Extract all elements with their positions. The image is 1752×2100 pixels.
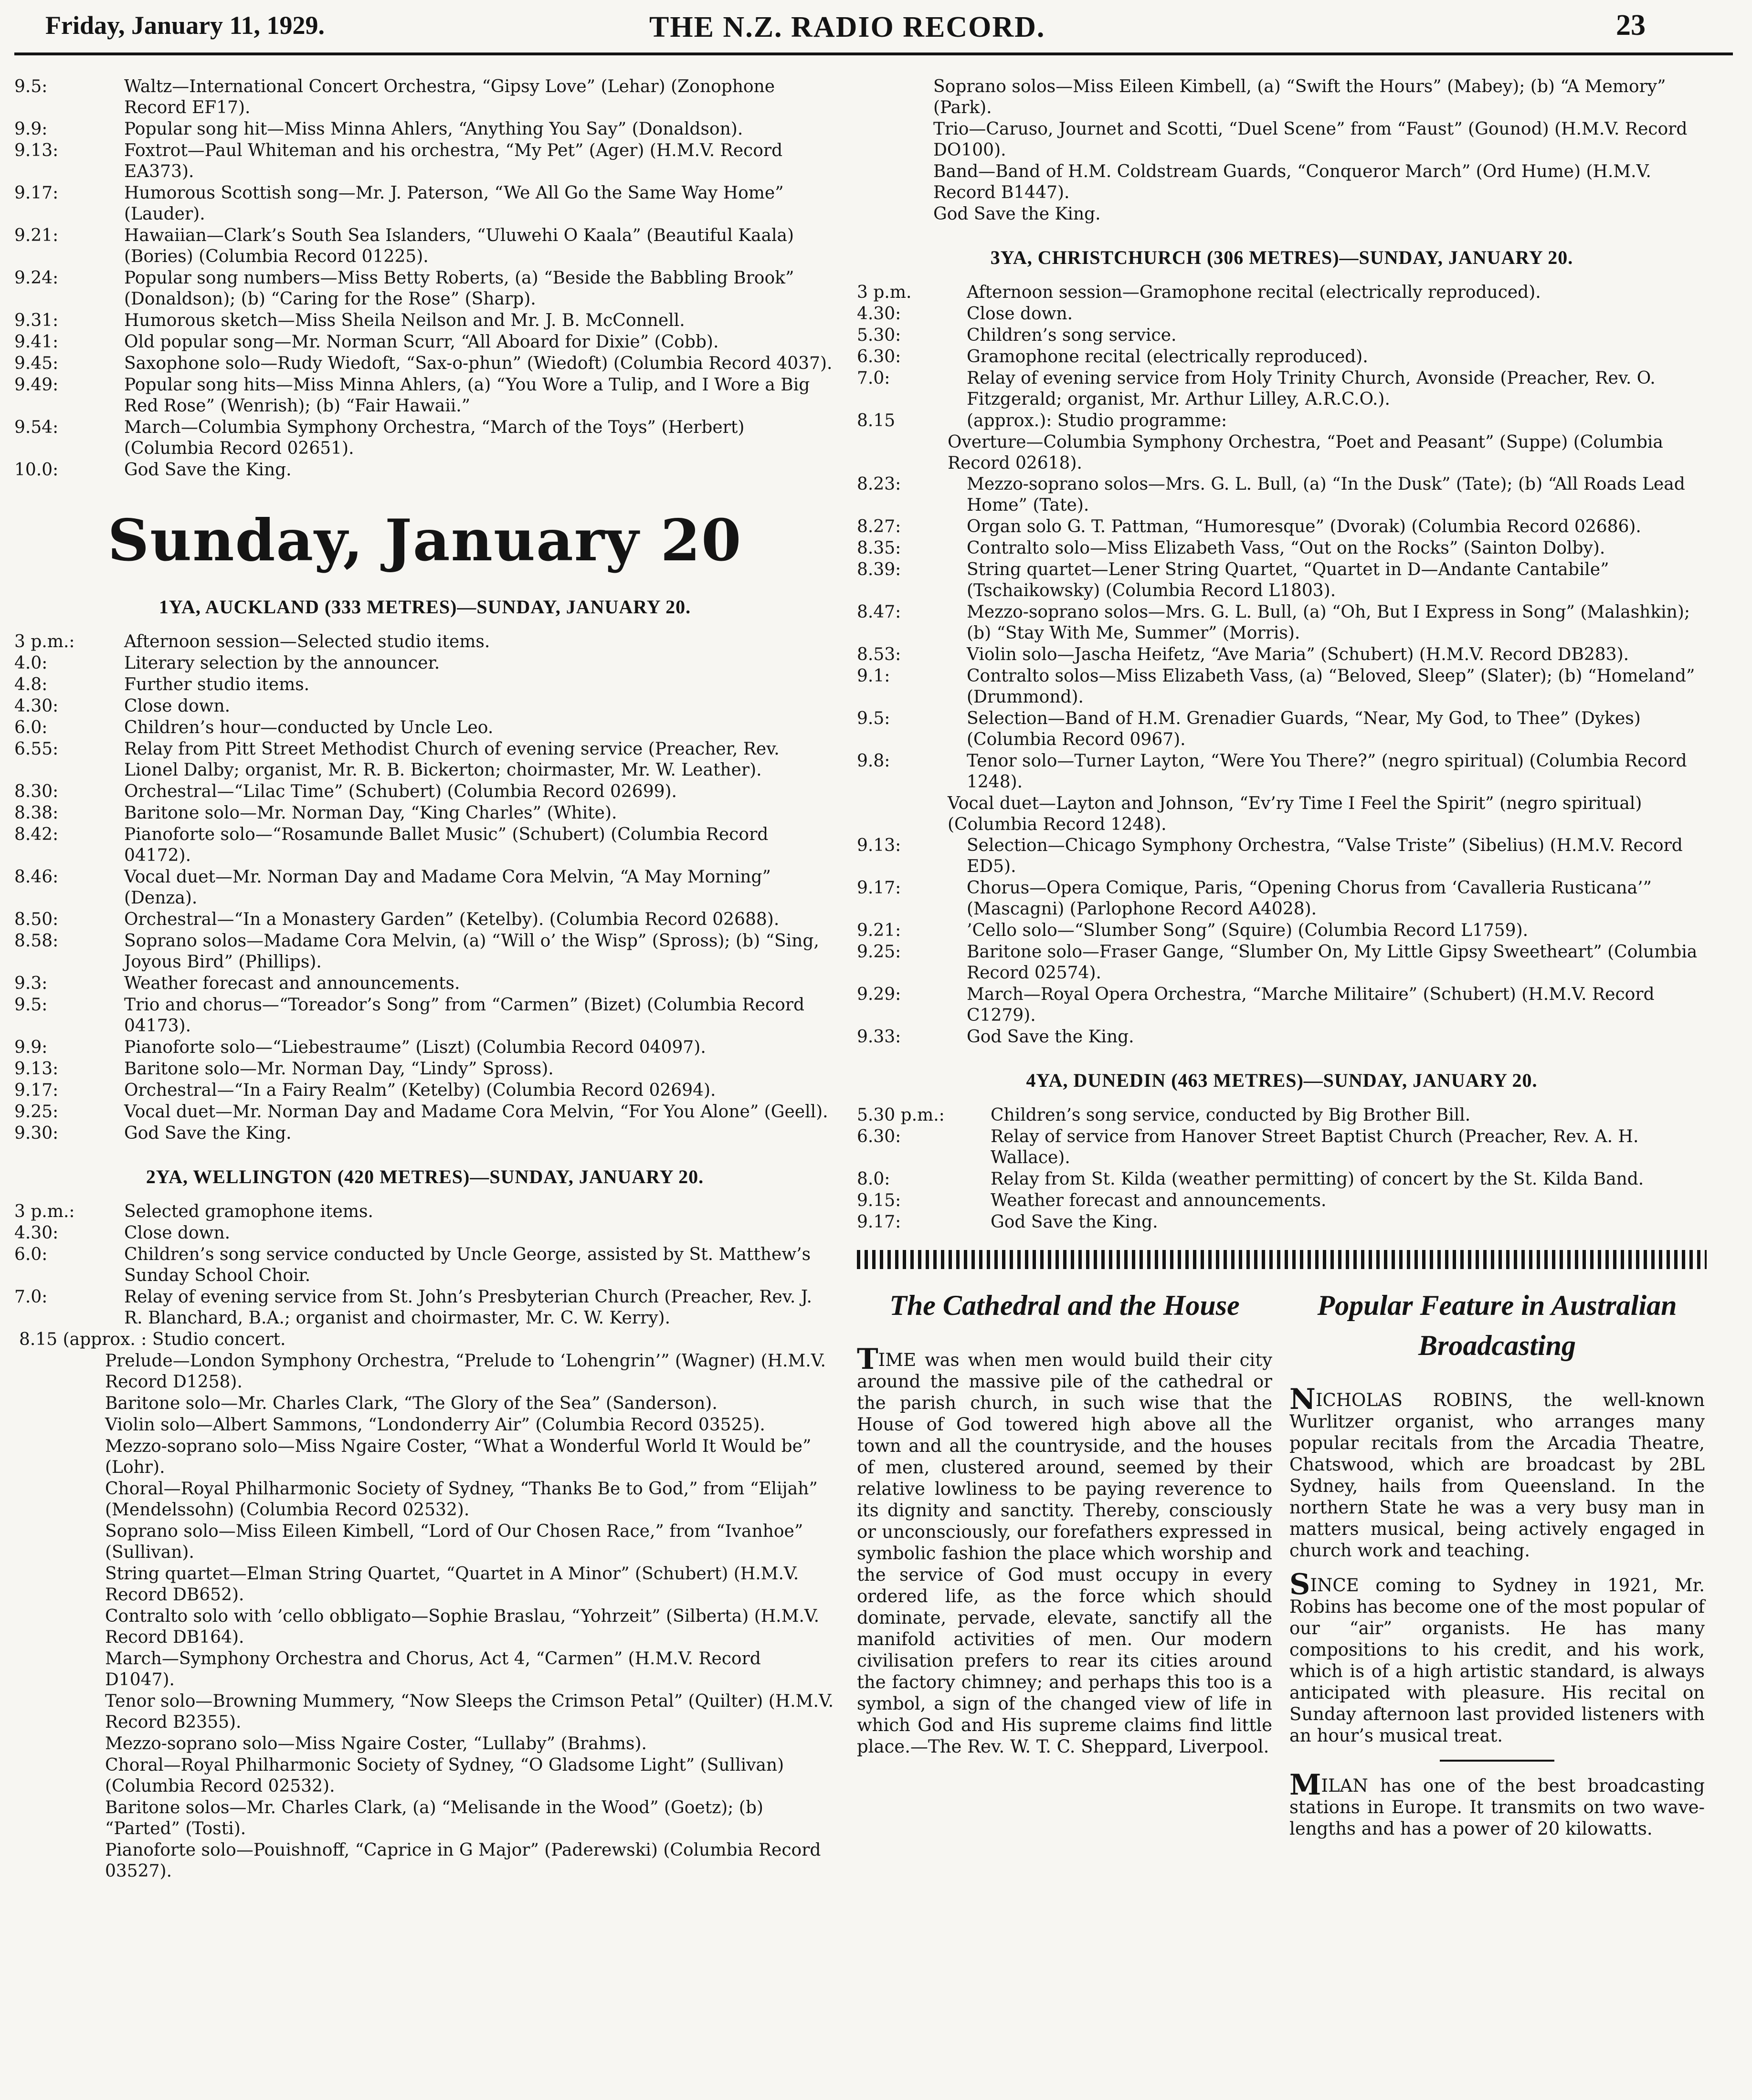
entry-text: Close down. <box>124 1223 231 1243</box>
article-paragraph: INCE coming to Sydney in 1921, Mr. Robins has become one of the most popular of our “air” organists. He has many compositions to his credit, and his work, which is of a high artistic standard, is always anticipated with pleasure. His recital on Sunday afternoon last provided listeners with an hour’s musical treat. <box>1289 1575 1705 1746</box>
entry-text: Relay from Pitt Street Methodist Church of evening service (Preacher, Rev. Lionel Dalby; organist, Mr. R. B. Bickerton; choirmaster, Mr. W. Leather). <box>124 739 780 780</box>
entry-time: 4.0: <box>14 653 48 673</box>
entry-time: 6.55: <box>14 739 59 759</box>
entry-time: 8.46: <box>14 867 59 887</box>
programme-item: String quartet—Elman String Quartet, “Quartet in A Minor” (Schubert) (H.M.V. Record DB652). <box>105 1564 799 1605</box>
programme-entry <box>857 984 1707 1026</box>
entry-time: 4.8: <box>14 675 48 694</box>
entry-text: Close down. <box>967 304 1073 324</box>
entry-time: 9.17: <box>14 1081 59 1100</box>
programme-entry <box>14 1201 835 1222</box>
programme-entry <box>14 781 835 802</box>
entry-text: Contralto solo—Miss Elizabeth Vass, “Out on the Rocks” (Sainton Dolby). <box>967 538 1605 558</box>
entry-text: Orchestral—“In a Fairy Realm” (Ketelby) (Columbia Record 02694). <box>124 1081 716 1100</box>
entry-text: Mezzo-soprano solos—Mrs. G. L. Bull, (a) “Oh, But I Express in Song” (Malashkin); (b) “Stay With Me, Summer” (Morris). <box>967 602 1690 643</box>
drop-cap: T <box>857 1343 878 1376</box>
article-popular-feature <box>1289 1285 1705 1853</box>
christchurch-programme-3 <box>857 835 1707 1048</box>
programme-item: Mezzo-soprano solo—Miss Ngaire Coster, “Lullaby” (Brahms). <box>105 1734 647 1754</box>
entry-text: Humorous Scottish song—Mr. J. Paterson, “We All Go the Same Way Home” (Lauder). <box>124 183 784 224</box>
entry-text: Children’s song service conducted by Uncle George, assisted by St. Matthew’s Sunday School Choir. <box>124 1245 811 1285</box>
entry-text: Trio and chorus—“Toreador’s Song” from “Carmen” (Bizet) (Columbia Record 04173). <box>124 995 805 1036</box>
auckland-heading: 1YA, AUCKLAND (333 METRES)—SUNDAY, JANUARY 20. <box>158 596 691 618</box>
wellington-programme <box>14 1201 835 1329</box>
article-text: IME was when men would build their city around the massive pile of the cathedral or the parish church, in such wise that the House of God towered high above all the town and all the countryside, and the houses of men, clustered around, seemed by their relative lowliness to be paying reverence to its dignity and sanctity. Thereby, consciously or unconsciously, our forefathers expressed in symbolic fashion the place which worship and the service of God must occupy in every ordered life, as the force which should dominate, pervade, elevate, sanctify all the manifold activities of men. Our modern civilisation prefers to rear its cities around the factory chimney; and perhaps this too is a symbol, a sign of the changed view of life in which God and His supreme claims find little place.—The Rev. W. T. C. Sheppard, Liverpool. <box>857 1350 1272 1757</box>
masthead-title: THE N.Z. RADIO RECORD. <box>649 11 1045 43</box>
programme-item: God Save the King. <box>933 204 1101 224</box>
christchurch-vocal-duet: Vocal duet—Layton and Johnson, “Ev’ry Time I Feel the Spirit” (negro spiritual) (Columbia Record 1248). <box>948 794 1642 834</box>
programme-item: Baritone solo—Mr. Charles Clark, “The Glory of the Sea” (Sanderson). <box>105 1394 718 1413</box>
wellington-continuation <box>857 76 1707 225</box>
entry-time: 4.30: <box>857 304 901 324</box>
programme-item: Soprano solos—Miss Eileen Kimbell, (a) “Swift the Hours” (Mabey); (b) “A Memory” (Park). <box>933 77 1666 117</box>
christchurch-overture: Overture—Columbia Symphony Orchestra, “Poet and Peasant” (Suppe) (Columbia Record 02618). <box>948 432 1663 473</box>
programme-entry <box>14 1080 835 1101</box>
programme-entry <box>14 973 835 994</box>
entry-text: God Save the King. <box>124 1124 292 1143</box>
entry-text: Tenor solo—Turner Layton, “Were You There?” (negro spiritual) (Columbia Record 1248). <box>967 751 1687 792</box>
programme-entry <box>14 417 835 459</box>
entry-time: 8.50: <box>14 910 59 929</box>
programme-entry <box>857 1190 1707 1211</box>
entry-time: 9.5: <box>14 77 48 96</box>
entry-time: 7.0: <box>14 1287 48 1307</box>
entry-time: 3 p.m. <box>857 283 912 302</box>
programme-entry <box>14 1223 835 1244</box>
entry-text: Selected gramophone items. <box>124 1202 373 1221</box>
entry-time: 9.54: <box>14 418 59 437</box>
entry-text: Baritone solo—Mr. Norman Day, “Lindy” Spross). <box>124 1059 554 1079</box>
entry-time: 9.15: <box>857 1191 901 1210</box>
entry-text: God Save the King. <box>991 1212 1158 1232</box>
programme-entry <box>14 1244 835 1286</box>
entry-time: 9.29: <box>857 985 901 1004</box>
entry-text: Literary selection by the announcer. <box>124 653 440 673</box>
programme-item: Violin solo—Albert Sammons, “Londonderry Air” (Columbia Record 03525). <box>105 1415 765 1435</box>
programme-entry <box>14 631 835 652</box>
entry-time: 9.17: <box>857 878 901 898</box>
entry-time: 6.0: <box>14 718 48 737</box>
entry-time: 9.49: <box>14 375 59 395</box>
entry-text: Chorus—Opera Comique, Paris, “Opening Chorus from ‘Cavalleria Rusticana’” (Mascagni) (Parlophone Record A4028). <box>967 878 1652 919</box>
programme-entry <box>14 375 835 417</box>
article-paragraph: ICHOLAS ROBINS, the well-known Wurlitzer organist, who arranges many popular recitals from the Arcadia Theatre, Chatswood, which are broadcast by 2BL Sydney, hails from Queensland. In the northern State he was a very busy man in matters musical, being actively engaged in church work and teaching. <box>1289 1390 1705 1561</box>
programme-entry <box>14 460 835 481</box>
programme-entry <box>14 1059 835 1080</box>
entry-text: Close down. <box>124 696 231 716</box>
auckland-programme <box>14 631 835 1144</box>
entry-text: Children’s song service. <box>967 326 1177 345</box>
programme-entry <box>14 824 835 866</box>
entry-text: Weather forecast and announcements. <box>991 1191 1327 1210</box>
entry-time: 9.31: <box>14 311 59 330</box>
entry-time: 8.38: <box>14 803 59 823</box>
page-number: 23 <box>1616 9 1646 42</box>
entry-text: ’Cello solo—“Slumber Song” (Squire) (Columbia Record L1759). <box>967 921 1529 940</box>
entry-time: 10.0: <box>14 460 59 480</box>
programme-entry <box>14 332 835 353</box>
entry-time: 6.0: <box>14 1245 48 1264</box>
entry-time: 9.25: <box>857 942 901 962</box>
dunedin-programme <box>857 1105 1707 1233</box>
entry-text: Popular song hit—Miss Minna Ahlers, “Anything You Say” (Donaldson). <box>124 119 743 139</box>
entry-time: 8.39: <box>857 560 901 579</box>
entry-text: March—Columbia Symphony Orchestra, “March of the Toys” (Herbert) (Columbia Record 02651). <box>124 418 745 458</box>
entry-text: Relay of service from Hanover Street Baptist Church (Preacher, Rev. A. H. Wallace). <box>991 1127 1639 1167</box>
programme-entry <box>14 674 835 695</box>
entry-text: Afternoon session—Selected studio items. <box>124 632 490 651</box>
programme-entry <box>857 474 1707 516</box>
decorative-tick-rule <box>857 1250 1707 1269</box>
programme-entry <box>14 867 835 909</box>
wellington-concert-list <box>14 1351 835 1882</box>
article-title: The Cathedral and the House <box>889 1290 1240 1321</box>
programme-entry <box>14 76 835 118</box>
entry-text: Selection—Chicago Symphony Orchestra, “Valse Triste” (Sibelius) (H.M.V. Record ED5). <box>967 836 1683 876</box>
entry-text: Humorous sketch—Miss Sheila Neilson and Mr. J. B. McConnell. <box>124 311 685 330</box>
programme-entry <box>14 1037 835 1058</box>
programme-item: Choral—Royal Philharmonic Society of Sydney, “O Gladsome Light” (Sullivan) (Columbia Record 02532). <box>105 1755 784 1796</box>
programme-entry <box>857 1105 1707 1126</box>
entry-time: 8.47: <box>857 602 901 622</box>
left-column <box>14 76 835 1882</box>
entry-time: 9.13: <box>857 836 901 855</box>
entry-text: God Save the King. <box>124 460 292 480</box>
programme-entry <box>857 602 1707 644</box>
entry-text: Gramophone recital (electrically reproduced). <box>967 347 1368 367</box>
programme-entry <box>857 835 1707 877</box>
entry-text: Pianoforte solo—“Rosamunde Ballet Music” (Schubert) (Columbia Record 04172). <box>124 825 769 865</box>
entry-time: 9.1: <box>857 666 890 686</box>
programme-entry <box>14 1102 835 1123</box>
article-cathedral <box>857 1285 1272 1853</box>
entry-time: 9.21: <box>14 226 59 245</box>
entry-time: 4.30: <box>14 1223 59 1243</box>
entry-text: String quartet—Lener String Quartet, “Quartet in D—Andante Cantabile” (Tschaikowsky) (Columbia Record L1803). <box>967 560 1609 600</box>
drop-cap: N <box>1289 1383 1316 1416</box>
paragraph-separator <box>1440 1760 1554 1762</box>
programme-item: Soprano solo—Miss Eileen Kimbell, “Lord of Our Chosen Race,” from “Ivanhoe” (Sullivan). <box>105 1522 803 1562</box>
entry-text: Saxophone solo—Rudy Wiedoft, “Sax-o-phun” (Wiedoft) (Columbia Record 4037). <box>124 354 833 373</box>
programme-entry <box>857 920 1707 941</box>
programme-item: Baritone solos—Mr. Charles Clark, (a) “Melisande in the Wood” (Goetz); (b) “Parted” (Tosti). <box>105 1798 763 1838</box>
wellington-concert-label <box>14 1329 835 1350</box>
programme-entry <box>857 368 1707 410</box>
entry-text: Soprano solos—Madame Cora Melvin, (a) “Will o’ the Wisp” (Spross); (b) “Sing, Joyous Bird” (Phillips). <box>124 931 819 972</box>
entry-time: 9.17: <box>14 183 59 203</box>
entry-text: Selection—Band of H.M. Grenadier Guards, “Near, My God, to Thee” (Dykes) (Columbia Record 0967). <box>967 709 1641 749</box>
issue-date: Friday, January 11, 1929. <box>45 11 325 40</box>
entry-time: 8.30: <box>14 782 59 801</box>
programme-item: Contralto solo with ’cello obbligato—Sophie Braslau, “Yohrzeit” (Silberta) (H.M.V. Record DB164). <box>105 1606 820 1647</box>
entry-time: 9.41: <box>14 332 59 352</box>
programme-entry <box>14 119 835 140</box>
entry-time: 9.3: <box>14 974 48 993</box>
articles <box>857 1285 1707 1853</box>
entry-time: 9.33: <box>857 1027 901 1047</box>
programme-entry <box>857 666 1707 708</box>
entry-text: Vocal duet—Mr. Norman Day and Madame Cora Melvin, “A May Morning” (Denza). <box>124 867 771 908</box>
programme-entry <box>857 410 1707 431</box>
entry-time: 6.30: <box>857 347 901 367</box>
programme-entry <box>857 516 1707 537</box>
christchurch-heading: 3YA, CHRISTCHURCH (306 METRES)—SUNDAY, JANUARY 20. <box>990 247 1573 268</box>
entry-time: 8.23: <box>857 474 901 494</box>
christchurch-programme-2 <box>857 474 1707 793</box>
programme-entry <box>14 140 835 182</box>
programme-entry <box>857 304 1707 325</box>
christchurch-programme <box>857 282 1707 431</box>
programme-item: Choral—Royal Philharmonic Society of Sydney, “Thanks Be to God,” from “Elijah” (Mendelssohn) (Columbia Record 02532). <box>105 1479 818 1520</box>
entry-text: Relay from St. Kilda (weather permitting) of concert by the St. Kilda Band. <box>991 1169 1644 1189</box>
programme-entry <box>14 225 835 267</box>
entry-time: 7.0: <box>857 368 890 388</box>
programme-entry <box>14 717 835 738</box>
programme-entry <box>14 183 835 225</box>
programme-entry <box>857 1027 1707 1048</box>
header-rule <box>14 52 1733 55</box>
entry-text: Old popular song—Mr. Norman Scurr, “All Aboard for Dixie” (Cobb). <box>124 332 719 352</box>
drop-cap: M <box>1289 1768 1321 1802</box>
entry-time: 8.15 <box>857 411 896 430</box>
programme-entry <box>14 803 835 824</box>
entry-time: 5.30 p.m.: <box>857 1105 945 1125</box>
entry-time: 6.30: <box>857 1127 901 1146</box>
entry-time: 3 p.m.: <box>14 632 75 651</box>
entry-text: Baritone solo—Fraser Gange, “Slumber On, My Little Gipsy Sweetheart” (Columbia Record 02574). <box>967 942 1698 983</box>
entry-text: Waltz—International Concert Orchestra, “Gipsy Love” (Lehar) (Zonophone Record EF17). <box>124 77 775 117</box>
entry-text: Children’s song service, conducted by Big Brother Bill. <box>991 1105 1471 1125</box>
entry-text: Baritone solo—Mr. Norman Day, “King Charles” (White). <box>124 803 617 823</box>
entry-text: Weather forecast and announcements. <box>124 974 460 993</box>
programme-item: Band—Band of H.M. Coldstream Guards, “Conqueror March” (Ord Hume) (H.M.V. Record B1447). <box>933 162 1651 202</box>
article-paragraph: ILAN has one of the best broadcasting stations in Europe. It transmits on two wave-lengths and has a power of 20 kilowatts. <box>1289 1775 1705 1839</box>
programme-item: Mezzo-soprano solo—Miss Ngaire Coster, “What a Wonderful World It Would be” (Lohr). <box>105 1437 812 1477</box>
entry-text: Hawaiian—Clark’s South Sea Islanders, “Uluwehi O Kaala” (Beautiful Kaala) (Bories) (Columbia Record 01225). <box>124 226 794 266</box>
entry-time: 8.42: <box>14 825 59 844</box>
programme-entry <box>14 310 835 331</box>
entry-text: Popular song numbers—Miss Betty Roberts, (a) “Beside the Babbling Brook” (Donaldson); (b) “Caring for the Rose” (Sharp). <box>124 268 794 309</box>
article-title: Popular Feature in Australian Broadcasting <box>1317 1290 1677 1361</box>
programme-entry <box>857 708 1707 750</box>
programme-entry <box>857 942 1707 984</box>
entry-text: Afternoon session—Gramophone recital (electrically reproduced). <box>967 283 1541 302</box>
entry-text: Organ solo G. T. Pattman, “Humoresque” (Dvorak) (Columbia Record 02686). <box>967 517 1641 536</box>
sunday-title: Sunday, January 20 <box>107 507 742 574</box>
page-header <box>0 0 1752 67</box>
programme-entry <box>14 1123 835 1144</box>
entry-time: 3 p.m.: <box>14 1202 75 1221</box>
programme-entry <box>14 995 835 1037</box>
programme-entry <box>857 1212 1707 1233</box>
entry-text: Popular song hits—Miss Minna Ahlers, (a) “You Wore a Tulip, and I Wore a Big Red Rose” (Wenrish); (b) “Fair Hawaii.” <box>124 375 810 416</box>
entry-time: 9.30: <box>14 1124 59 1143</box>
entry-text: (approx.): Studio programme: <box>967 411 1227 430</box>
entry-text: Relay of evening service from Holy Trinity Church, Avonside (Preacher, Rev. O. Fitzgerald; organist, Mr. Arthur Lilley, A.R.C.O.). <box>967 368 1656 409</box>
entry-text: God Save the King. <box>967 1027 1134 1047</box>
wellington-heading: 2YA, WELLINGTON (420 METRES)—SUNDAY, JANUARY 20. <box>146 1166 704 1187</box>
entry-text: Further studio items. <box>124 675 310 694</box>
programme-entry <box>857 751 1707 793</box>
entry-time: 9.9: <box>14 119 48 139</box>
programme-entry <box>14 268 835 310</box>
entry-time: 4.30: <box>14 696 59 716</box>
programme-entry <box>857 538 1707 559</box>
entry-text: Children’s hour—conducted by Uncle Leo. <box>124 718 494 737</box>
entry-text: Relay of evening service from St. John’s Presbyterian Church (Preacher, Rev. J. R. Blanchard, B.A.; organist and choirmaster, Mr. C. W. Kerry). <box>124 1287 812 1328</box>
programme-entry <box>857 878 1707 920</box>
entry-time: 8.35: <box>857 538 901 558</box>
programme-entry <box>857 644 1707 665</box>
entry-text: Orchestral—“Lilac Time” (Schubert) (Columbia Record 02699). <box>124 782 677 801</box>
entry-text: Violin solo—Jascha Heifetz, “Ave Maria” (Schubert) (H.M.V. Record DB283). <box>967 645 1629 664</box>
programme-item: Pianoforte solo—Pouishnoff, “Caprice in G Major” (Paderewski) (Columbia Record 03527). <box>105 1840 821 1881</box>
entry-text: Pianoforte solo—“Liebestraume” (Liszt) (Columbia Record 04097). <box>124 1038 706 1057</box>
entry-time: 9.25: <box>14 1102 59 1122</box>
programme-entry <box>857 559 1707 601</box>
programme-item: Prelude—London Symphony Orchestra, “Prelude to ‘Lohengrin’” (Wagner) (H.M.V. Record D1258). <box>105 1351 826 1392</box>
entry-time: 9.9: <box>14 1038 48 1057</box>
entry-time: 9.21: <box>857 921 901 940</box>
entry-text: March—Royal Opera Orchestra, “Marche Militaire” (Schubert) (H.M.V. Record C1279). <box>967 985 1655 1025</box>
programme-entry <box>14 653 835 674</box>
programme-item: Trio—Caruso, Journet and Scotti, “Duel Scene” from “Faust” (Gounod) (H.M.V. Record DO100). <box>933 119 1688 160</box>
programme-entry <box>14 696 835 717</box>
programme-entry <box>857 325 1707 346</box>
entry-time: 9.45: <box>14 354 59 373</box>
programme-entry <box>857 1169 1707 1190</box>
entry-time: 9.13: <box>14 1059 59 1079</box>
entry-text: Contralto solos—Miss Elizabeth Vass, (a) “Beloved, Sleep” (Slater); (b) “Homeland” (Drummond). <box>967 666 1695 707</box>
entry-time: 8.27: <box>857 517 901 536</box>
article-body <box>1289 1383 1705 1839</box>
entry-time: 9.24: <box>14 268 59 288</box>
programme-entry <box>857 346 1707 368</box>
programme-item: March—Symphony Orchestra and Chorus, Act 4, “Carmen” (H.M.V. Record D1047). <box>105 1649 761 1690</box>
entry-time: 8.58: <box>14 931 59 951</box>
drop-cap: S <box>1289 1568 1310 1601</box>
programme-entry <box>857 282 1707 303</box>
programme-entry <box>14 353 835 374</box>
entry-time: 8.53: <box>857 645 901 664</box>
programme-entry <box>857 1126 1707 1168</box>
programme-entry <box>14 739 835 781</box>
dunedin-heading: 4YA, DUNEDIN (463 METRES)—SUNDAY, JANUARY 20. <box>1026 1070 1538 1091</box>
right-column <box>857 76 1707 1853</box>
entry-time: 9.13: <box>14 141 59 160</box>
entry-text: Orchestral—“In a Monastery Garden” (Ketelby). (Columbia Record 02688). <box>124 910 780 929</box>
entry-time: 9.5: <box>14 995 48 1015</box>
concert-label-text: 8.15 (approx. : Studio concert. <box>19 1330 286 1349</box>
entry-time: 8.0: <box>857 1169 890 1189</box>
entry-text: Vocal duet—Mr. Norman Day and Madame Cora Melvin, “For You Alone” (Geell). <box>124 1102 828 1122</box>
entry-text: Foxtrot—Paul Whiteman and his orchestra, “My Pet” (Ager) (H.M.V. Record EA373). <box>124 141 783 181</box>
programme-entry <box>14 909 835 930</box>
entry-time: 9.17: <box>857 1212 901 1232</box>
programme-entry <box>14 931 835 973</box>
entry-text: Mezzo-soprano solos—Mrs. G. L. Bull, (a) “In the Dusk” (Tate); (b) “All Roads Lead Home” (Tate). <box>967 474 1685 515</box>
programme-item: Tenor solo—Browning Mummery, “Now Sleeps the Crimson Petal” (Quilter) (H.M.V. Record B2355). <box>105 1691 834 1732</box>
entry-time: 5.30: <box>857 326 901 345</box>
entry-time: 9.8: <box>857 751 890 771</box>
programme-entry <box>14 1287 835 1329</box>
article-body <box>857 1343 1272 1757</box>
entry-time: 9.5: <box>857 709 890 728</box>
saturday-continuation <box>14 76 835 481</box>
